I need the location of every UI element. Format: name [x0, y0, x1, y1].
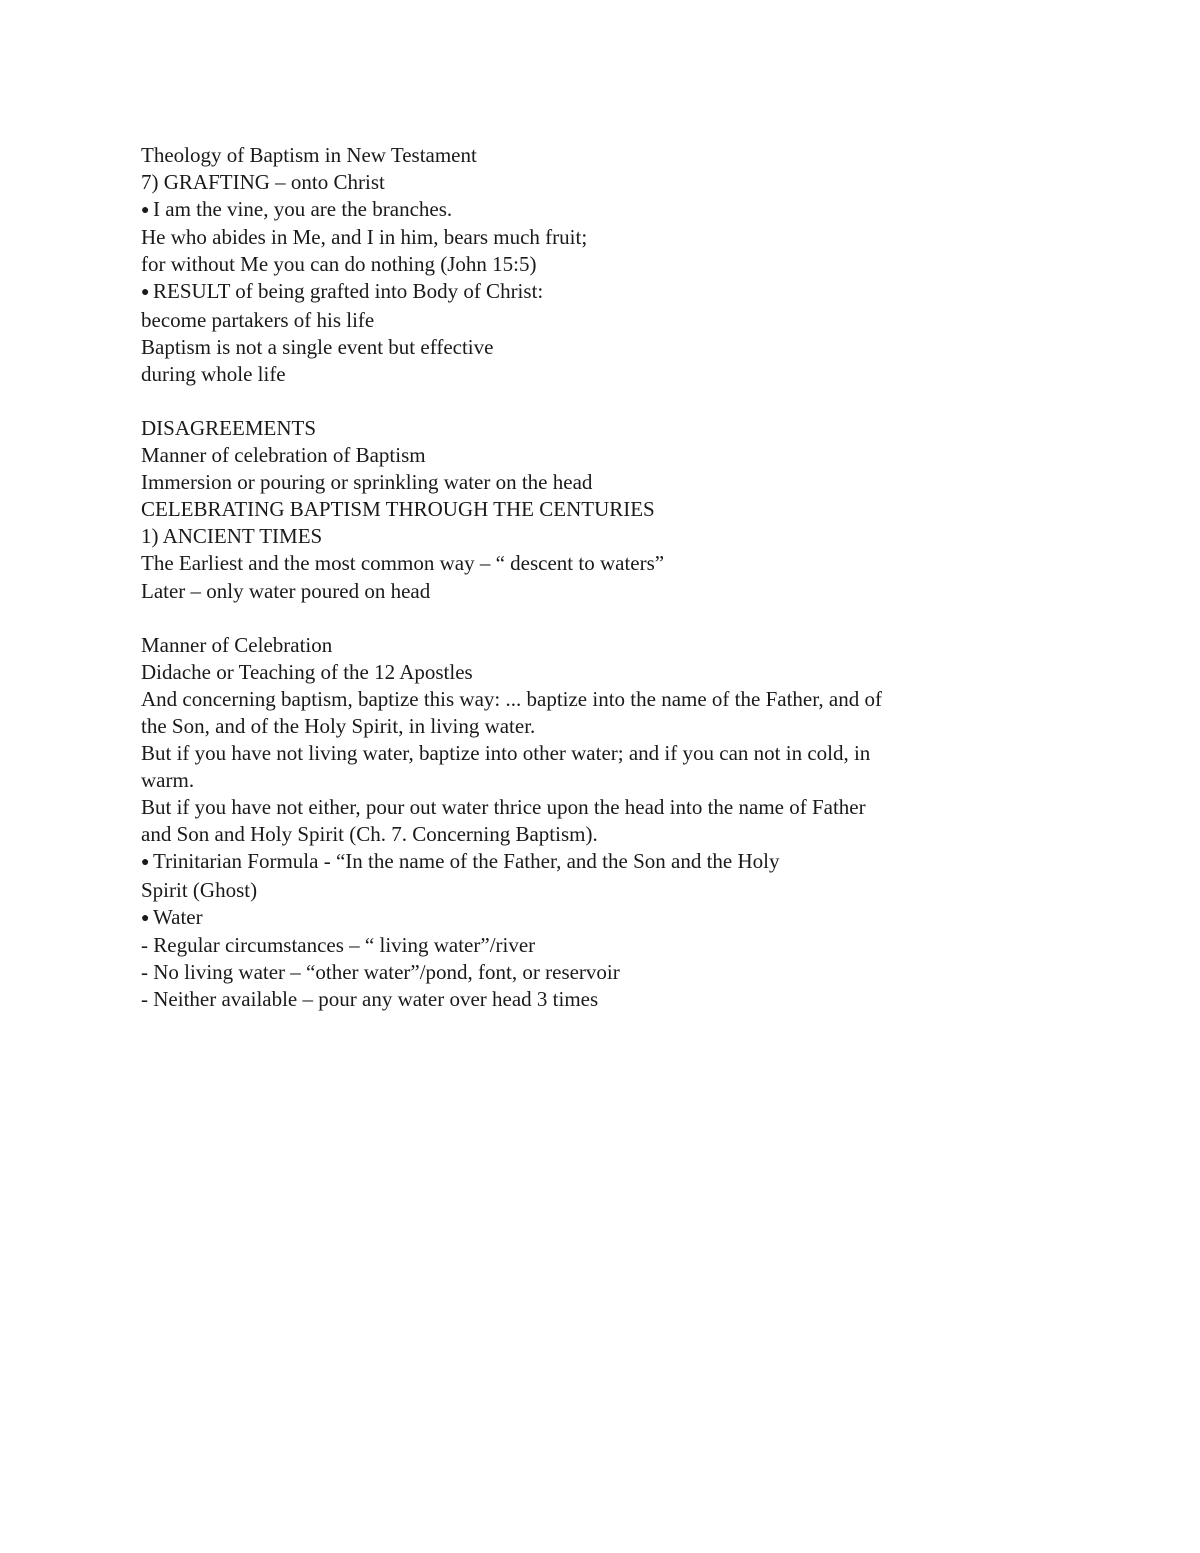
text-line: for without Me you can do nothing (John 15:5)	[141, 252, 537, 277]
paragraph-spacer	[141, 388, 991, 415]
text-line: The Earliest and the most common way – “ descent to waters”	[141, 551, 665, 576]
text-line: Manner of celebration of Baptism	[141, 443, 426, 468]
document-body	[141, 142, 991, 1013]
text-line: But if you have not living water, baptize into other water; and if you can not in cold, in	[141, 741, 871, 766]
bullet-text: RESULT of being grafted into Body of Christ:	[153, 279, 544, 304]
bullet-item-result	[141, 278, 991, 306]
bullet-item-vine	[141, 196, 991, 224]
text-line: Spirit (Ghost)	[141, 877, 258, 902]
paragraph-spacer	[141, 605, 991, 632]
subheading-ancient-times: 1) ANCIENT TIMES	[141, 524, 323, 549]
text-line: the Son, and of the Holy Spirit, in living water.	[141, 713, 536, 738]
text-line: warm.	[141, 768, 195, 793]
text-line: He who abides in Me, and I in him, bears much fruit;	[141, 225, 588, 250]
bullet-item-trinitarian	[141, 848, 991, 876]
dash-item: - No living water – “other water”/pond, font, or reservoir	[141, 959, 620, 984]
text-line: Later – only water poured on head	[141, 578, 431, 603]
bullet-text: I am the vine, you are the branches.	[153, 197, 453, 222]
text-line: during whole life	[141, 361, 286, 386]
text-line: Baptism is not a single event but effective	[141, 334, 494, 359]
text-line: But if you have not either, pour out water thrice upon the head into the name of Father	[141, 795, 866, 820]
subheading-centuries: CELEBRATING BAPTISM THROUGH THE CENTURIES	[141, 497, 655, 522]
bullet-text: Trinitarian Formula - “In the name of the Father, and the Son and the Holy	[153, 849, 780, 874]
dash-item: - Regular circumstances – “ living water”/river	[141, 932, 536, 957]
text-line: and Son and Holy Spirit (Ch. 7. Concerning Baptism).	[141, 822, 598, 847]
dash-item: - Neither available – pour any water over head 3 times	[141, 986, 599, 1011]
section-heading-grafting: 7) GRAFTING – onto Christ	[141, 170, 385, 195]
bullet-icon: ●	[141, 855, 150, 871]
section-heading-disagreements: DISAGREEMENTS	[141, 415, 317, 440]
document-title: Theology of Baptism in New Testament	[141, 143, 477, 167]
text-line: Immersion or pouring or sprinkling water on the head	[141, 470, 593, 495]
section-heading-manner: Manner of Celebration	[141, 632, 333, 657]
bullet-icon: ●	[141, 910, 150, 926]
bullet-icon: ●	[141, 285, 150, 301]
text-line: Didache or Teaching of the 12 Apostles	[141, 659, 473, 684]
bullet-icon: ●	[141, 203, 150, 219]
bullet-item-water	[141, 904, 991, 932]
text-line: become partakers of his life	[141, 307, 375, 332]
text-line: And concerning baptism, baptize this way: ... baptize into the name of the Father, and of	[141, 686, 882, 711]
bullet-text: Water	[153, 904, 203, 929]
